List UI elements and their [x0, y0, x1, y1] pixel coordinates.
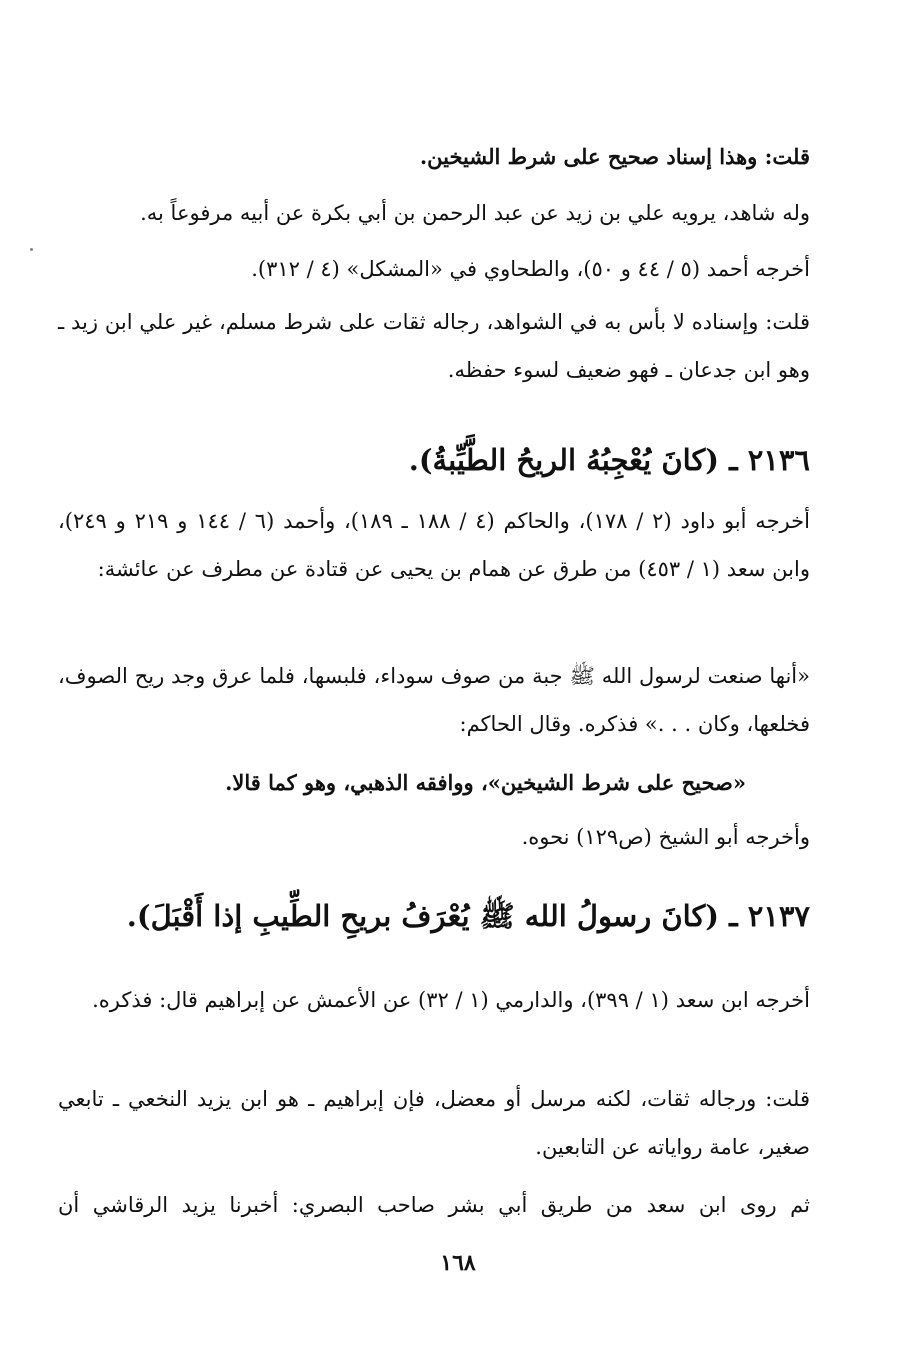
paragraph-10: قلت: ورجاله ثقات، لكنه مرسل أو معضل، فإن إبراهيم ـ هو ابن يزيد النخعي ـ تابعي صغير، عامة رواياته عن التابعين. — [58, 1087, 810, 1159]
paragraph-11: ثم روى ابن سعد من طريق أبي بشر صاحب البصري: أخبرنا يزيد الرقاشي أن — [58, 1193, 810, 1217]
paragraph-6: «أنها صنعت لرسول الله ﷺ جبة من صوف سوداء، فلبسها، فلما عرق وجد ريح الصوف، فخلعها، وكان . . .» فذكره. وقال الحاكم: — [58, 664, 810, 736]
hadith-heading-2137: ٢١٣٧ ـ (كانَ رسولُ الله ﷺ يُعْرَفُ بريحِ الطِّيبِ إذا أَقْبَلَ). — [126, 899, 810, 933]
paragraph-4: قلت: وإسناده لا بأس به في الشواهد، رجاله ثقات على شرط مسلم، غير علي ابن زيد ـ وهو ابن جدعان ـ فهو ضعيف لسوء حفظه. — [58, 310, 810, 382]
paragraph-5: أخرجه أبو داود (٢ / ١٧٨)، والحاكم (٤ / ١٨٨ ـ ١٨٩)، وأحمد (٦ / ١٤٤ و ٢١٩ و ٢٤٩)، وابن سعد (١ / ٤٥٣) من طرق عن همام بن يحيى عن قتادة عن مطرف عن عائشة: — [58, 509, 810, 581]
paragraph-9: أخرجه ابن سعد (١ / ٣٩٩)، والدارمي (١ / ٣٢) عن الأعمش عن إبراهيم قال: فذكره. — [92, 988, 810, 1012]
paragraph-3: أخرجه أحمد (٥ / ٤٤ و ٥٠)، والطحاوي في «المشكل» (٤ / ٣١٢). — [251, 257, 810, 281]
paragraph-8: وأخرجه أبو الشيخ (ص١٢٩) نحوه. — [521, 825, 810, 849]
paragraph-2: وله شاهد، يرويه علي بن زيد عن عبد الرحمن بن أبي بكرة عن أبيه مرفوعاً به. — [140, 201, 810, 225]
paragraph-1: قلت: وهذا إسناد صحيح على شرط الشيخين. — [419, 144, 810, 169]
scan-speck — [30, 248, 33, 251]
hadith-heading-2136: ٢١٣٦ ـ (كانَ يُعْجِبُهُ الريحُ الطَّيِّبةُ). — [408, 443, 810, 477]
page-number: ١٦٨ — [440, 1250, 476, 1276]
paragraph-7: «صحيح على شرط الشيخين»، ووافقه الذهبي، وهو كما قالا. — [225, 770, 746, 795]
